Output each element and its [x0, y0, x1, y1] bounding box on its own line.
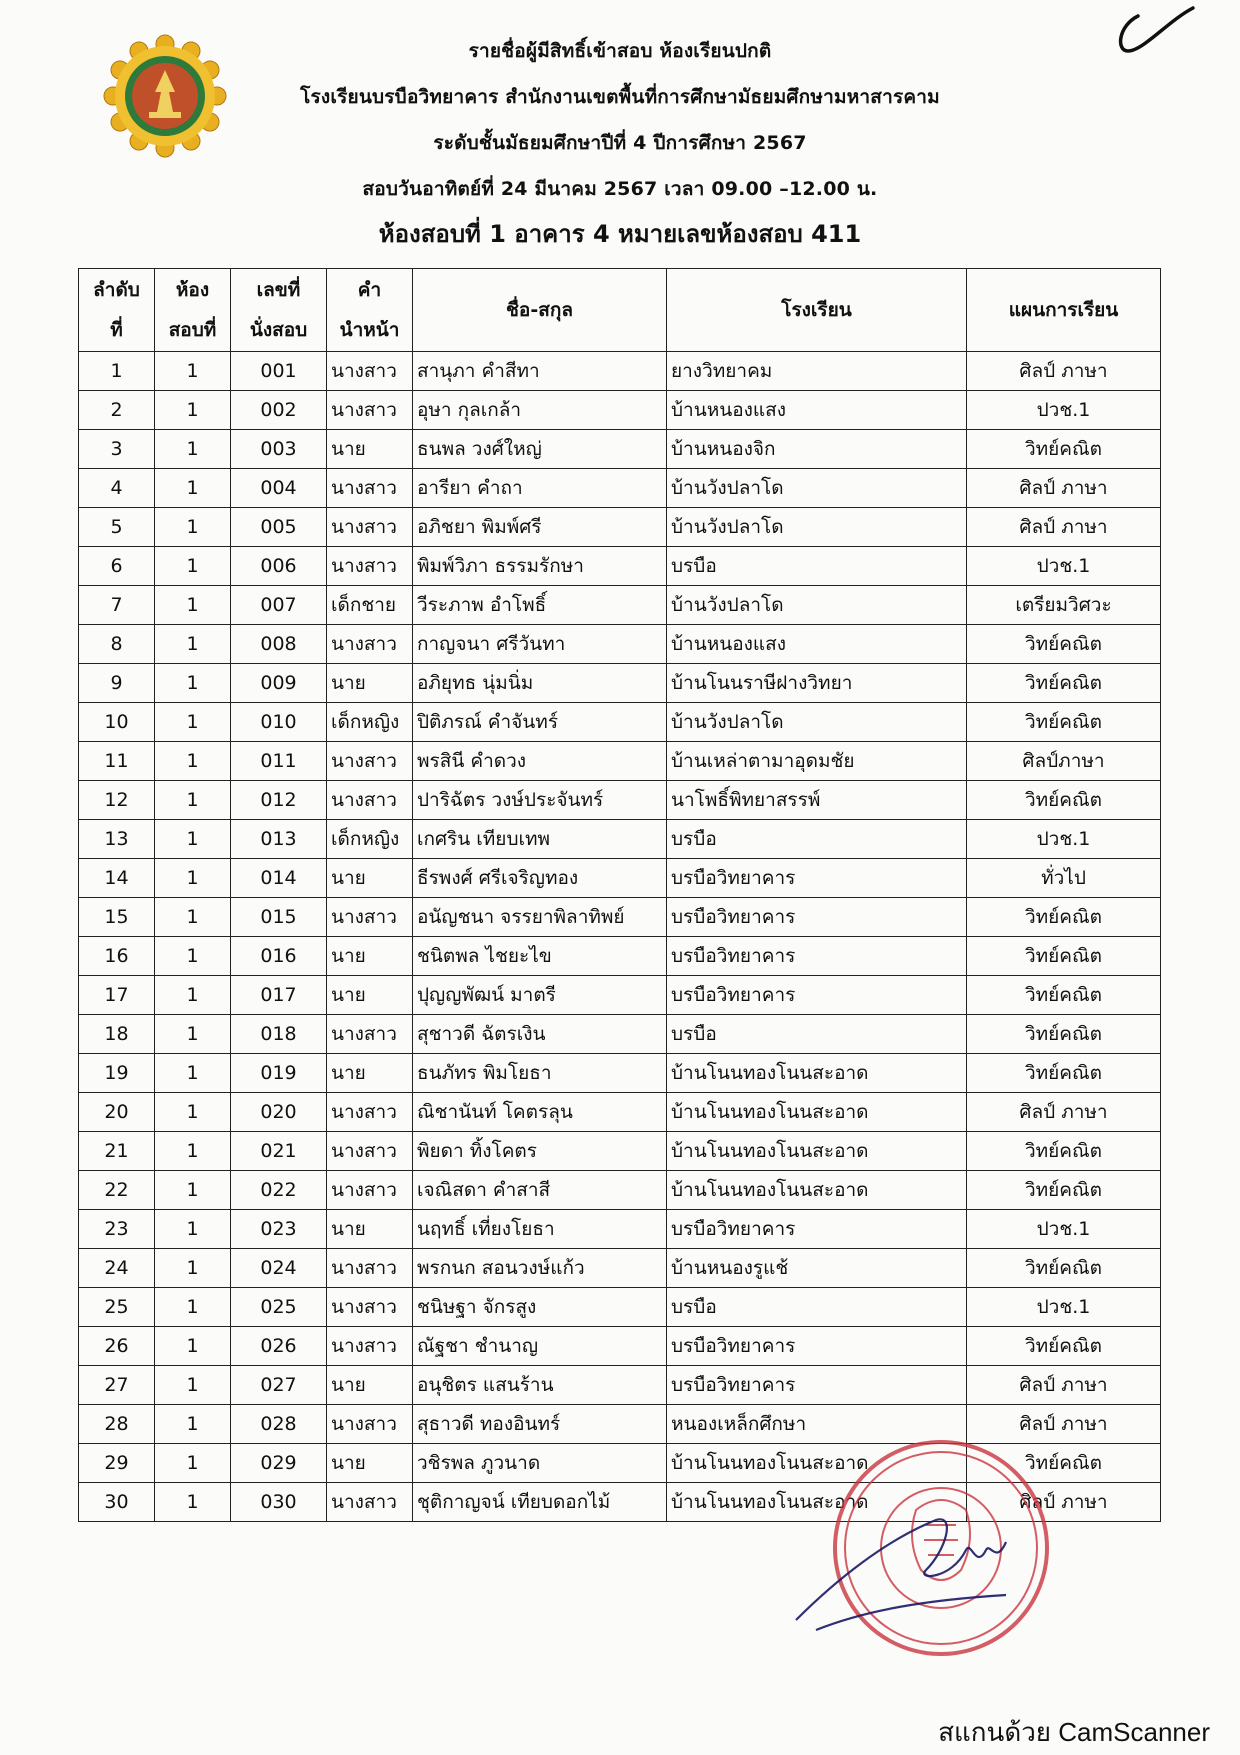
- cell-plan: เตรียมวิศวะ: [967, 586, 1161, 625]
- cell-prefix: นาย: [327, 1366, 413, 1405]
- header-line-1: รายชื่อผู้มีสิทธิ์เข้าสอบ ห้องเรียนปกติ: [468, 40, 772, 62]
- table-row: [79, 1405, 1161, 1444]
- cell-room: 1: [155, 625, 231, 664]
- cell-school: บรบือวิทยาคาร: [667, 976, 967, 1015]
- cell-order: 27: [79, 1366, 155, 1405]
- cell-order: 6: [79, 547, 155, 586]
- cell-plan: วิทย์คณิต: [967, 430, 1161, 469]
- cell-room: 1: [155, 1249, 231, 1288]
- cell-room: 1: [155, 742, 231, 781]
- cell-prefix: นางสาว: [327, 1288, 413, 1327]
- cell-seat: 017: [231, 976, 327, 1015]
- header-line-4: สอบวันอาทิตย์ที่ 24 มีนาคม 2567 เวลา 09.00 –12.00 น.: [362, 178, 878, 200]
- cell-school: บรบือวิทยาคาร: [667, 937, 967, 976]
- cell-name: พรสินี คำดวง: [413, 742, 667, 781]
- cell-seat: 016: [231, 937, 327, 976]
- cell-seat: 026: [231, 1327, 327, 1366]
- cell-name: ชนิตพล ไชยะไข: [413, 937, 667, 976]
- cell-room: 1: [155, 586, 231, 625]
- cell-plan: วิทย์คณิต: [967, 1444, 1161, 1483]
- cell-school: บ้านวังปลาโด: [667, 586, 967, 625]
- cell-plan: วิทย์คณิต: [967, 625, 1161, 664]
- cell-room: 1: [155, 1288, 231, 1327]
- cell-plan: วิทย์คณิต: [967, 703, 1161, 742]
- cell-order: 20: [79, 1093, 155, 1132]
- col-header-plan: แผนการเรียน: [967, 269, 1161, 352]
- cell-name: อนัญชนา จรรยาพิลาทิพย์: [413, 898, 667, 937]
- table-row: [79, 937, 1161, 976]
- cell-name: ปุญญพัฒน์ มาตรี: [413, 976, 667, 1015]
- cell-prefix: นางสาว: [327, 1405, 413, 1444]
- cell-name: อภิยุทธ นุ่มนิ่ม: [413, 664, 667, 703]
- cell-name: วีระภาพ อำโพธิ์: [413, 586, 667, 625]
- check-mark-icon: [1108, 6, 1198, 66]
- table-row: [79, 625, 1161, 664]
- table-row: [79, 1444, 1161, 1483]
- cell-room: 1: [155, 781, 231, 820]
- cell-name: ณิชานันท์ โคตรลุน: [413, 1093, 667, 1132]
- cell-name: ณัฐชา ชำนาญ: [413, 1327, 667, 1366]
- cell-room: 1: [155, 1483, 231, 1522]
- cell-prefix: นางสาว: [327, 1093, 413, 1132]
- cell-school: บ้านวังปลาโด: [667, 508, 967, 547]
- cell-seat: 020: [231, 1093, 327, 1132]
- cell-school: บ้านหนองแสง: [667, 625, 967, 664]
- cell-room: 1: [155, 1093, 231, 1132]
- cell-prefix: นาย: [327, 1444, 413, 1483]
- cell-seat: 006: [231, 547, 327, 586]
- table-row: [79, 1171, 1161, 1210]
- cell-order: 8: [79, 625, 155, 664]
- cell-plan: ศิลป์ ภาษา: [967, 1093, 1161, 1132]
- cell-plan: ศิลป์ ภาษา: [967, 508, 1161, 547]
- cell-name: พิยดา ทิ้งโคตร: [413, 1132, 667, 1171]
- cell-room: 1: [155, 1327, 231, 1366]
- cell-plan: ศิลป์ ภาษา: [967, 1405, 1161, 1444]
- cell-seat: 022: [231, 1171, 327, 1210]
- table-row: [79, 547, 1161, 586]
- cell-school: นาโพธิ์พิทยาสรรพ์: [667, 781, 967, 820]
- cell-prefix: นาย: [327, 430, 413, 469]
- cell-prefix: นาย: [327, 1054, 413, 1093]
- cell-room: 1: [155, 352, 231, 391]
- cell-order: 22: [79, 1171, 155, 1210]
- cell-prefix: นางสาว: [327, 742, 413, 781]
- document-header: [220, 28, 1020, 212]
- table-row: [79, 1483, 1161, 1522]
- cell-school: บรบือวิทยาคาร: [667, 859, 967, 898]
- col-header-order: ลำดับ ที่: [79, 269, 155, 352]
- cell-prefix: นางสาว: [327, 469, 413, 508]
- table-row: [79, 430, 1161, 469]
- cell-name: อนุชิตร แสนร้าน: [413, 1366, 667, 1405]
- cell-name: สุชาวดี ฉัตรเงิน: [413, 1015, 667, 1054]
- cell-name: ชนิษฐา จักรสูง: [413, 1288, 667, 1327]
- cell-order: 13: [79, 820, 155, 859]
- cell-seat: 009: [231, 664, 327, 703]
- cell-prefix: นางสาว: [327, 1015, 413, 1054]
- cell-seat: 002: [231, 391, 327, 430]
- cell-order: 1: [79, 352, 155, 391]
- table-row: [79, 976, 1161, 1015]
- table-row: [79, 1288, 1161, 1327]
- cell-school: บรบือวิทยาคาร: [667, 1327, 967, 1366]
- cell-prefix: นางสาว: [327, 898, 413, 937]
- header-line-3: ระดับชั้นมัธยมศึกษาปีที่ 4 ปีการศึกษา 2567: [433, 132, 807, 154]
- cell-seat: 018: [231, 1015, 327, 1054]
- cell-name: ปิติภรณ์ คำจันทร์: [413, 703, 667, 742]
- cell-school: บ้านหนองแสง: [667, 391, 967, 430]
- cell-seat: 011: [231, 742, 327, 781]
- cell-school: บรบือวิทยาคาร: [667, 1210, 967, 1249]
- cell-room: 1: [155, 1444, 231, 1483]
- cell-seat: 013: [231, 820, 327, 859]
- cell-seat: 007: [231, 586, 327, 625]
- cell-order: 9: [79, 664, 155, 703]
- cell-prefix: เด็กหญิง: [327, 820, 413, 859]
- cell-prefix: นาย: [327, 664, 413, 703]
- cell-seat: 008: [231, 625, 327, 664]
- cell-plan: ปวช.1: [967, 1210, 1161, 1249]
- cell-seat: 028: [231, 1405, 327, 1444]
- cell-plan: ปวช.1: [967, 820, 1161, 859]
- cell-plan: วิทย์คณิต: [967, 1327, 1161, 1366]
- cell-name: พรกนก สอนวงษ์แก้ว: [413, 1249, 667, 1288]
- cell-order: 12: [79, 781, 155, 820]
- cell-school: บ้านโนนทองโนนสะอาด: [667, 1171, 967, 1210]
- cell-seat: 023: [231, 1210, 327, 1249]
- table-row: [79, 469, 1161, 508]
- cell-plan: วิทย์คณิต: [967, 664, 1161, 703]
- cell-school: บ้านโนนทองโนนสะอาด: [667, 1054, 967, 1093]
- cell-name: อารียา คำถา: [413, 469, 667, 508]
- cell-name: สานุภา คำสีทา: [413, 352, 667, 391]
- col-header-room: ห้อง สอบที่: [155, 269, 231, 352]
- cell-room: 1: [155, 1366, 231, 1405]
- cell-order: 5: [79, 508, 155, 547]
- table-row: [79, 898, 1161, 937]
- table-row: [79, 1054, 1161, 1093]
- cell-room: 1: [155, 703, 231, 742]
- cell-school: บ้านโนนราษีฝางวิทยา: [667, 664, 967, 703]
- col-header-seat: เลขที่ นั่งสอบ: [231, 269, 327, 352]
- cell-order: 28: [79, 1405, 155, 1444]
- cell-school: บ้านวังปลาโด: [667, 703, 967, 742]
- cell-seat: 024: [231, 1249, 327, 1288]
- cell-name: กาญจนา ศรีวันทา: [413, 625, 667, 664]
- cell-order: 14: [79, 859, 155, 898]
- cell-room: 1: [155, 859, 231, 898]
- cell-school: ยางวิทยาคม: [667, 352, 967, 391]
- table-row: [79, 1366, 1161, 1405]
- cell-room: 1: [155, 820, 231, 859]
- table-row: [79, 586, 1161, 625]
- cell-name: นฤทธิ์ เที่ยงโยธา: [413, 1210, 667, 1249]
- cell-plan: วิทย์คณิต: [967, 1015, 1161, 1054]
- cell-name: ชุติกาญจน์ เทียบดอกไม้: [413, 1483, 667, 1522]
- cell-prefix: นาย: [327, 859, 413, 898]
- cell-room: 1: [155, 391, 231, 430]
- cell-order: 26: [79, 1327, 155, 1366]
- cell-order: 2: [79, 391, 155, 430]
- cell-name: เกศริน เทียบเทพ: [413, 820, 667, 859]
- cell-name: อุษา กุลเกล้า: [413, 391, 667, 430]
- cell-name: ปาริฉัตร วงษ์ประจันทร์: [413, 781, 667, 820]
- cell-room: 1: [155, 1171, 231, 1210]
- table-row: [79, 703, 1161, 742]
- cell-plan: วิทย์คณิต: [967, 1249, 1161, 1288]
- cell-prefix: เด็กชาย: [327, 586, 413, 625]
- cell-order: 30: [79, 1483, 155, 1522]
- cell-school: บ้านเหล่าตามาอุดมชัย: [667, 742, 967, 781]
- cell-room: 1: [155, 1015, 231, 1054]
- cell-order: 23: [79, 1210, 155, 1249]
- table-body: [79, 352, 1161, 1522]
- cell-seat: 004: [231, 469, 327, 508]
- col-header-name: ชื่อ-สกุล: [413, 269, 667, 352]
- cell-school: บ้านวังปลาโด: [667, 469, 967, 508]
- cell-prefix: นางสาว: [327, 781, 413, 820]
- cell-plan: ปวช.1: [967, 1288, 1161, 1327]
- cell-plan: วิทย์คณิต: [967, 1054, 1161, 1093]
- cell-seat: 014: [231, 859, 327, 898]
- cell-prefix: นาย: [327, 937, 413, 976]
- table-row: [79, 1093, 1161, 1132]
- table-row: [79, 1249, 1161, 1288]
- cell-plan: ศิลป์ ภาษา: [967, 1483, 1161, 1522]
- cell-prefix: นางสาว: [327, 1249, 413, 1288]
- cell-order: 4: [79, 469, 155, 508]
- table-row: [79, 1210, 1161, 1249]
- cell-order: 11: [79, 742, 155, 781]
- cell-seat: 027: [231, 1366, 327, 1405]
- table-row: [79, 664, 1161, 703]
- cell-order: 29: [79, 1444, 155, 1483]
- cell-plan: วิทย์คณิต: [967, 1171, 1161, 1210]
- cell-school: บรบือ: [667, 547, 967, 586]
- cell-order: 16: [79, 937, 155, 976]
- cell-prefix: นางสาว: [327, 547, 413, 586]
- candidate-table: [78, 268, 1161, 1522]
- cell-plan: ทั่วไป: [967, 859, 1161, 898]
- cell-plan: ปวช.1: [967, 547, 1161, 586]
- cell-school: บ้านโนนทองโนนสะอาด: [667, 1093, 967, 1132]
- cell-seat: 025: [231, 1288, 327, 1327]
- cell-order: 25: [79, 1288, 155, 1327]
- cell-room: 1: [155, 976, 231, 1015]
- cell-name: ธนพล วงศ์ใหญ่: [413, 430, 667, 469]
- cell-prefix: นางสาว: [327, 1171, 413, 1210]
- cell-seat: 029: [231, 1444, 327, 1483]
- cell-room: 1: [155, 1210, 231, 1249]
- cell-order: 15: [79, 898, 155, 937]
- table-row: [79, 391, 1161, 430]
- cell-school: บรบือวิทยาคาร: [667, 1366, 967, 1405]
- cell-seat: 015: [231, 898, 327, 937]
- table-row: [79, 820, 1161, 859]
- cell-prefix: นางสาว: [327, 1483, 413, 1522]
- cell-order: 19: [79, 1054, 155, 1093]
- table-row: [79, 781, 1161, 820]
- cell-name: อภิชยา พิมพ์ศรี: [413, 508, 667, 547]
- cell-seat: 030: [231, 1483, 327, 1522]
- cell-name: ธนภัทร พิมโยธา: [413, 1054, 667, 1093]
- cell-seat: 021: [231, 1132, 327, 1171]
- cell-name: เจณิสดา คำสาสี: [413, 1171, 667, 1210]
- cell-seat: 019: [231, 1054, 327, 1093]
- cell-prefix: นางสาว: [327, 625, 413, 664]
- cell-school: บ้านหนองรูแช้: [667, 1249, 967, 1288]
- exam-room-title: ห้องสอบที่ 1 อาคาร 4 หมายเลขห้องสอบ 411: [378, 220, 862, 248]
- cell-room: 1: [155, 430, 231, 469]
- cell-prefix: นางสาว: [327, 391, 413, 430]
- cell-seat: 003: [231, 430, 327, 469]
- cell-school: บรบือ: [667, 820, 967, 859]
- table-row: [79, 508, 1161, 547]
- cell-prefix: นางสาว: [327, 1132, 413, 1171]
- cell-plan: ศิลป์ ภาษา: [967, 469, 1161, 508]
- cell-plan: ศิลป์ ภาษา: [967, 352, 1161, 391]
- camscanner-watermark: สแกนด้วย CamScanner: [938, 1717, 1210, 1747]
- cell-name: วชิรพล ภูวนาด: [413, 1444, 667, 1483]
- cell-seat: 012: [231, 781, 327, 820]
- cell-room: 1: [155, 1132, 231, 1171]
- cell-plan: ศิลป์ภาษา: [967, 742, 1161, 781]
- cell-order: 18: [79, 1015, 155, 1054]
- cell-plan: วิทย์คณิต: [967, 898, 1161, 937]
- cell-prefix: เด็กหญิง: [327, 703, 413, 742]
- table-row: [79, 859, 1161, 898]
- col-header-school: โรงเรียน: [667, 269, 967, 352]
- cell-order: 7: [79, 586, 155, 625]
- cell-seat: 001: [231, 352, 327, 391]
- cell-name: สุธาวดี ทองอินทร์: [413, 1405, 667, 1444]
- school-logo: [103, 34, 227, 158]
- cell-plan: วิทย์คณิต: [967, 781, 1161, 820]
- cell-order: 17: [79, 976, 155, 1015]
- cell-prefix: นาย: [327, 976, 413, 1015]
- cell-seat: 005: [231, 508, 327, 547]
- cell-room: 1: [155, 469, 231, 508]
- cell-order: 21: [79, 1132, 155, 1171]
- cell-prefix: นางสาว: [327, 352, 413, 391]
- cell-room: 1: [155, 1405, 231, 1444]
- cell-school: บรบือ: [667, 1015, 967, 1054]
- cell-room: 1: [155, 898, 231, 937]
- table-header-row: [79, 269, 1161, 352]
- cell-school: บ้านโนนทองโนนสะอาด: [667, 1132, 967, 1171]
- cell-plan: ปวช.1: [967, 391, 1161, 430]
- cell-order: 24: [79, 1249, 155, 1288]
- header-line-2: โรงเรียนบรบือวิทยาคาร สำนักงานเขตพื้นที่การศึกษามัธยมศึกษามหาสารคาม: [300, 86, 940, 108]
- col-header-prefix: คำ นำหน้า: [327, 269, 413, 352]
- cell-room: 1: [155, 547, 231, 586]
- cell-seat: 010: [231, 703, 327, 742]
- cell-room: 1: [155, 664, 231, 703]
- cell-plan: ศิลป์ ภาษา: [967, 1366, 1161, 1405]
- cell-order: 3: [79, 430, 155, 469]
- cell-plan: วิทย์คณิต: [967, 937, 1161, 976]
- cell-prefix: นางสาว: [327, 508, 413, 547]
- cell-name: ธีรพงศ์ ศรีเจริญทอง: [413, 859, 667, 898]
- table-row: [79, 1015, 1161, 1054]
- cell-order: 10: [79, 703, 155, 742]
- cell-prefix: นาย: [327, 1210, 413, 1249]
- cell-school: บ้านโนนทองโนนสะอาด: [667, 1483, 967, 1522]
- cell-plan: วิทย์คณิต: [967, 1132, 1161, 1171]
- cell-school: หนองเหล็กศึกษา: [667, 1405, 967, 1444]
- cell-school: บ้านหนองจิก: [667, 430, 967, 469]
- cell-school: บรบือ: [667, 1288, 967, 1327]
- cell-room: 1: [155, 1054, 231, 1093]
- cell-school: บ้านโนนทองโนนสะอาด: [667, 1444, 967, 1483]
- cell-room: 1: [155, 937, 231, 976]
- cell-name: พิมพ์วิภา ธรรมรักษา: [413, 547, 667, 586]
- table-row: [79, 1327, 1161, 1366]
- cell-school: บรบือวิทยาคาร: [667, 898, 967, 937]
- cell-plan: วิทย์คณิต: [967, 976, 1161, 1015]
- table-row: [79, 742, 1161, 781]
- table-row: [79, 1132, 1161, 1171]
- table-row: [79, 352, 1161, 391]
- cell-room: 1: [155, 508, 231, 547]
- cell-prefix: นางสาว: [327, 1327, 413, 1366]
